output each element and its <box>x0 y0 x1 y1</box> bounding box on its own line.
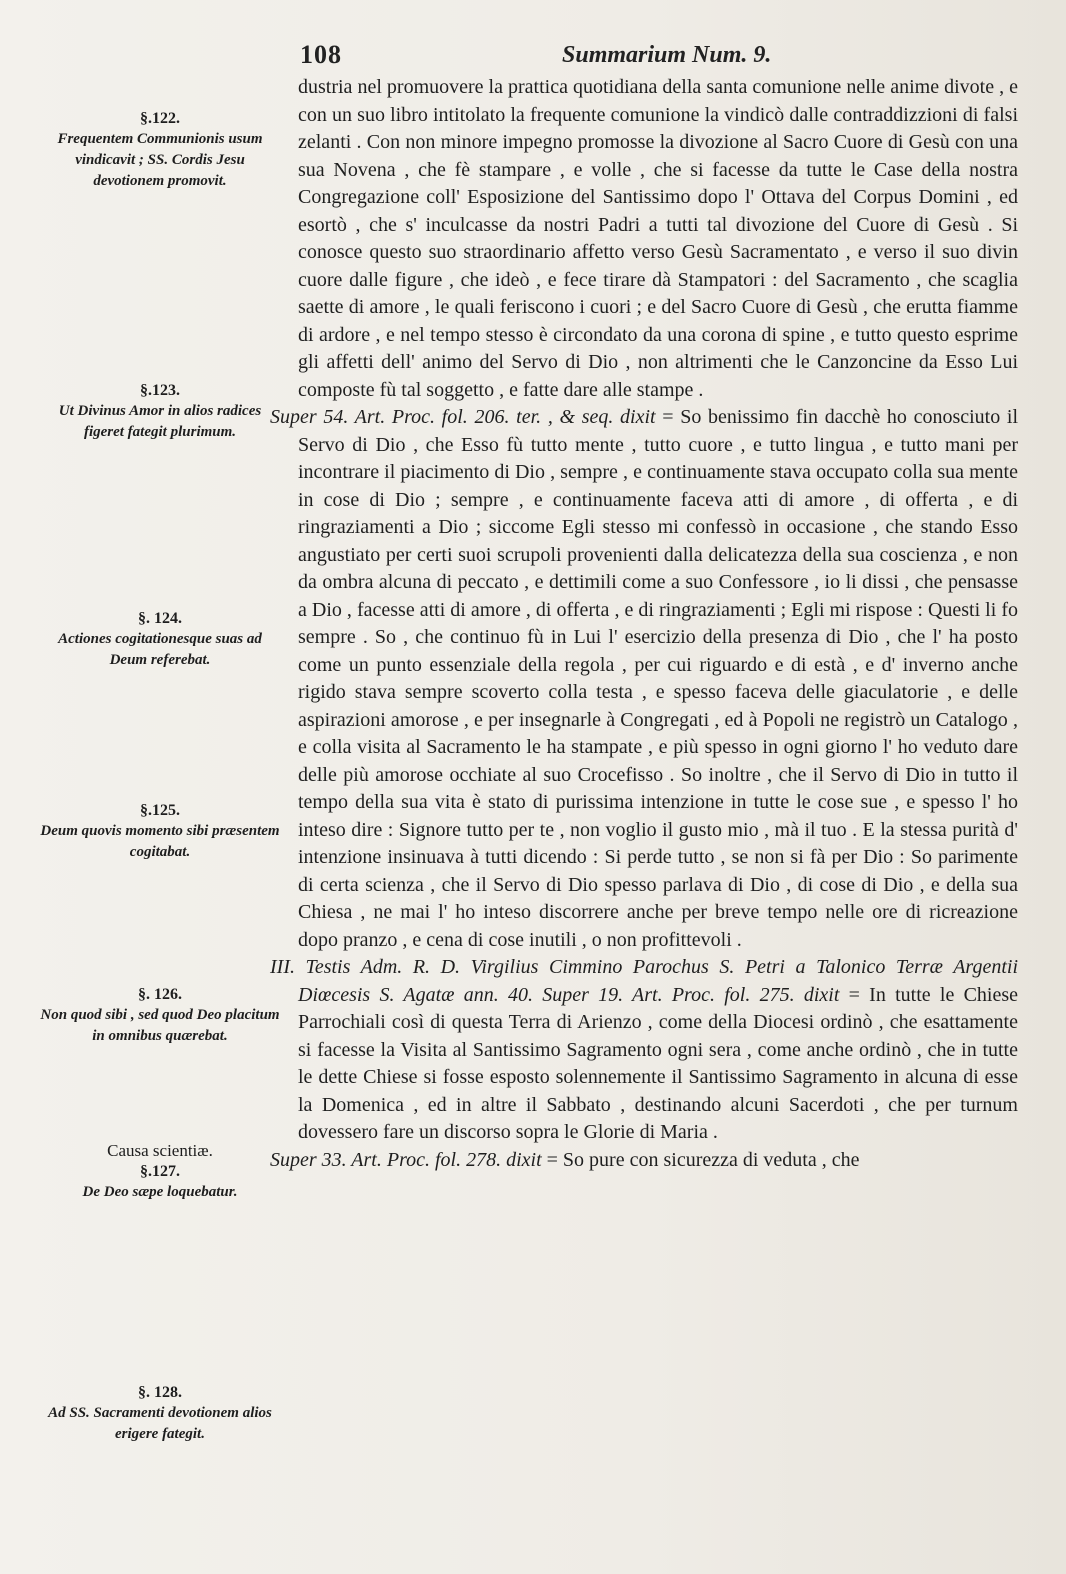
margin-note-text: Deum quovis momento sibi præsentem cogitabat. <box>40 823 280 860</box>
margin-note <box>40 984 280 1047</box>
running-title: Summarium Num. 9. <box>562 42 772 68</box>
margin-note-section: §.127. <box>140 1163 180 1180</box>
margin-note <box>40 1140 280 1203</box>
page-number: 108 <box>300 40 342 69</box>
paragraph-text: = So benissimo fin dacchè ho conosciuto il Servo di Dio , che Esso fù tutto mente , tutto cuore , e tutto lingua , e tutto mani per incontrare il piacimento di Dio , sempre , e continuamente stava occupato colla sua mente in cose di Dio ; sempre , e continuamente faceva atti di amore , di offerta , e di ringraziamenti a Dio ; siccome Egli stesso mi confessò in occasione , che stando Esso angustiato per certi suoi scrupoli provenienti dalla delicatezza della sua coscienza , e non da ombra alcuna di peccato , e dettimili come a suo Confessore , io li dissi , che pensasse a Dio , facesse atti di amore , di offerta , e di ringraziamenti ; Egli mi rispose : Questi li fo sempre . So , che continuo fù in Lui l' esercizio della presenza di Dio , che l' ha posto come un punto essenziale della regola , per cui riguardo e di està , e d' inverno anche rigido stava sempre scoverto colla testa , e spesso faceva delle giaculatorie , e delle aspirazioni amorose , e per insegnarle à Congregati , ed à Popoli ne registrò un Catalogo , e colla visita al Sacramento le ha stampate , e più spesso in ogni giorno l' ho veduto dare delle più amorose occhiate al suo Crocefisso . So inoltre , che il Servo di Dio in tutto il tempo della sua vita è stato di purissima intenzione in tutte le cose sue , e spesso l' ho inteso dire : Signore tutto per te , non voglio il gusto mio , mà il tuo . E la stessa purità d' intenzione insinuava à tutti dicendo : Si perde tutto , se non si fà per Dio : So parimente di certa scienza , che il Servo di Dio spesso parlava di Dio , di cose di Dio , e della sua Chiesa , ne mai l' ho inteso discorrere anche per breve tempo nelle ore di ricreazione dopo pranzo , e cena di cose inutili , o non profittevoli . <box>298 406 1019 951</box>
margin-note-text: Non quod sibi , sed quod Deo placitum in omnibus quærebat. <box>40 1007 280 1044</box>
margin-note-text: Ut Divinus Amor in alios radices figeret fategit plurimum. <box>58 403 262 440</box>
margin-note-label: Causa scientiæ. <box>107 1141 213 1160</box>
paragraph-lead: Super 54. Art. Proc. fol. 206. ter. , & seq. dixit <box>270 406 656 428</box>
margin-note <box>40 380 280 443</box>
margin-note-section: §.123. <box>140 382 180 399</box>
margin-note-section: §. 128. <box>138 1384 182 1401</box>
paragraph <box>270 404 1018 954</box>
paragraph-text: = In tutte le Chiese Parrochiali così di questa Terra di Arienzo , come della Diocesi ordinò , che esattamente si facesse la Visita al Santissimo Sagramento ogni sera , come anche ordinò , che in tutte le dette Chiese si fosse esposto solennemente il Santissimo Sagramento in alcuna di esse la Domenica , ed in altre il Sabbato , destinando alcuni Sacerdoti , che per turnum dovessero fare un discorso sopra le Glorie di Maria . <box>298 983 1019 1143</box>
margin-notes <box>40 104 280 1504</box>
margin-note-text: De Deo sæpe loquebatur. <box>82 1184 238 1200</box>
margin-note-text: Actiones cogitationesque suas ad Deum referebat. <box>58 631 262 668</box>
main-text <box>270 74 1018 1174</box>
paragraph <box>270 74 1018 404</box>
paragraph-lead: Super 33. Art. Proc. fol. 278. dixit <box>270 1148 542 1171</box>
paragraph-text: dustria nel promuovere la prattica quotidiana della santa comunione nelle anime divote , e con un suo libro intitolato la frequente comunione la vindicò dalle contraddizzioni di falsi zelanti . Con non minore impegno promosse la divozione al Sacro Cuore di Gesù con una sua Novena , che fè stampare , e volle , che si facesse da tutte le Case della nostra Congregazione coll' Esposizione del Santissimo dopo l' Ottava del Corpus Domini , ed esortò , che s' inculcasse da nostri Padri a tutti tal divozione del Cuore di Gesù . Si conosce questo suo straordinario affetto verso Gesù Sacramentato , e verso il suo divin cuore dalle figure , che ideò , e fece tirare dà Stampatori : del Sacramento , che scaglia saette di amore , le quali feriscono i cuori ; e del Sacro Cuore di Gesù , che erutta fiamme di ardore , e nel tempo stesso è circondato da una corona di spine , e tutto questo esprime gli affetti dell' animo del Servo di Dio , non altrimenti che le Canzoncine da Esso Lui composte fù tal soggetto , e fatte dare alle stampe . <box>298 76 1018 401</box>
margin-note-section: §.122. <box>140 110 180 127</box>
paragraph-text: = So pure con sicurezza di veduta , che <box>546 1148 860 1171</box>
margin-note <box>40 608 280 671</box>
page-header <box>300 40 1000 74</box>
paragraph <box>270 1147 1018 1175</box>
margin-note-text: Ad SS. Sacramenti devotionem alios erigere fategit. <box>48 1405 272 1442</box>
margin-note <box>40 800 280 863</box>
paragraph <box>270 954 1018 1147</box>
margin-note-section: §. 124. <box>138 610 182 627</box>
margin-note-section: §.125. <box>140 802 180 819</box>
margin-note <box>40 1382 280 1445</box>
margin-note <box>40 108 280 192</box>
margin-note-text: Frequentem Communionis usum vindicavit ; SS. Cordis Jesu devotionem promovit. <box>57 131 263 189</box>
margin-note-section: §. 126. <box>138 986 182 1003</box>
paragraph-lead: III. Testis Adm. R. D. Virgilius Cimmino Parochus S. Petri a Talonico Terræ Argentii Diœcesis S. Agatæ ann. 40. Super 19. Art. Proc. fol. 275. dixit <box>270 956 1018 1006</box>
